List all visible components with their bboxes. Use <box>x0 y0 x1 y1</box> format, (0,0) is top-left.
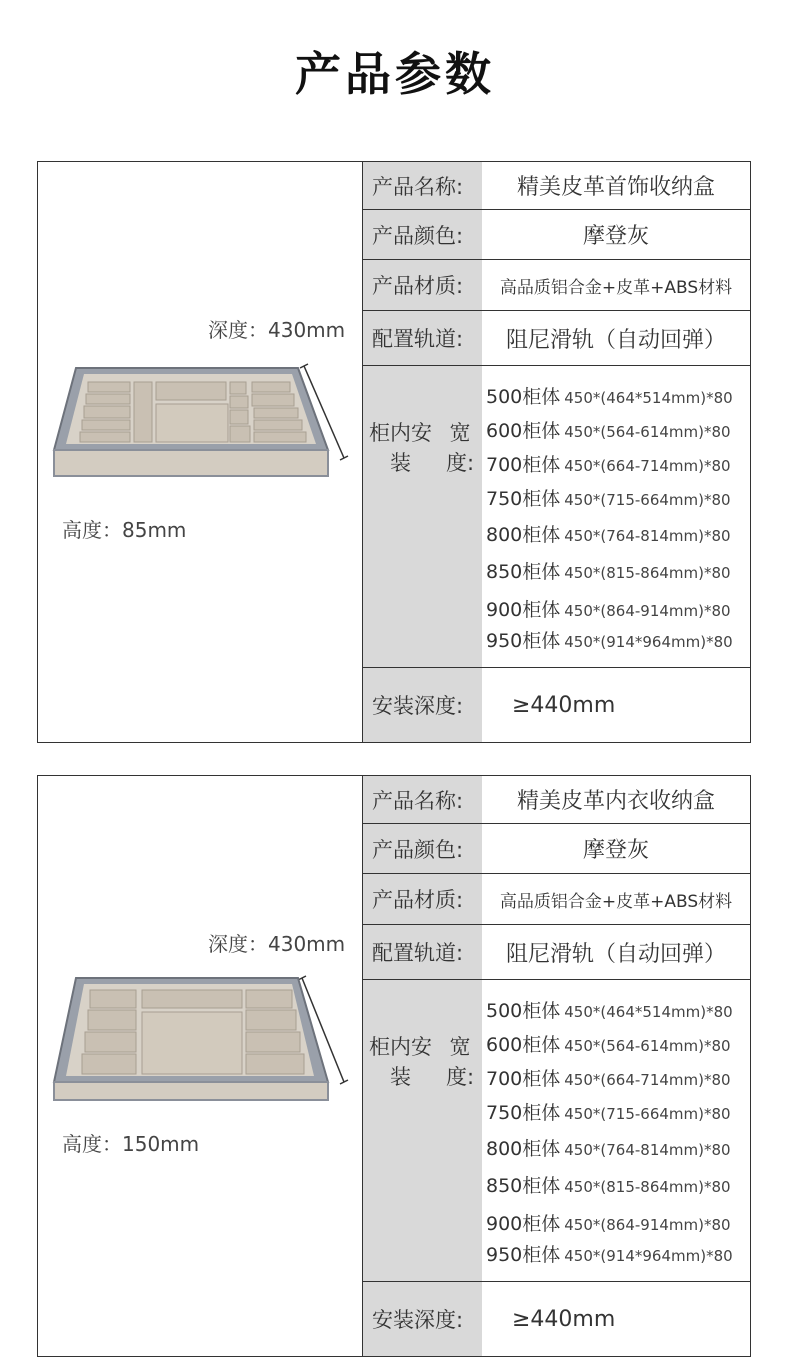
width-item <box>486 382 733 409</box>
row-install-depth <box>363 1282 750 1356</box>
value-install-depth: ≥440mm <box>512 692 616 718</box>
label-install-depth: 安装深度: <box>363 1282 482 1356</box>
spec-table <box>363 776 750 1356</box>
row-product-material <box>363 874 750 925</box>
label-rail: 配置轨道: <box>363 311 482 365</box>
label-install-width <box>363 366 482 667</box>
value-product-name: 精美皮革内衣收纳盒 <box>516 789 715 814</box>
width-item <box>486 1240 733 1267</box>
cabinet-dimension: 450*(564-614mm)*80 <box>564 1037 731 1055</box>
row-product-name <box>363 776 750 824</box>
width-item <box>486 996 733 1023</box>
cabinet-dimension: 450*(815-864mm)*80 <box>564 564 731 582</box>
value-product-color: 摩登灰 <box>582 838 649 863</box>
cabinet-dimension: 450*(715-664mm)*80 <box>564 491 731 509</box>
value-product-material: 高品质铝合金+皮革+ABS材料 <box>499 891 733 912</box>
label-install-width-line1: 柜内安装 <box>369 421 433 475</box>
width-item <box>486 626 733 653</box>
page-title: 产品参数 <box>295 47 495 101</box>
cabinet-dimension: 450*(864-914mm)*80 <box>564 1216 731 1234</box>
cabinet-dimension: 450*(764-814mm)*80 <box>564 527 731 545</box>
cabinet-dimension: 450*(464*514mm)*80 <box>564 389 733 407</box>
cabinet-dimension: 450*(815-864mm)*80 <box>564 1178 731 1196</box>
label-install-width-line1: 柜内安装 <box>369 1035 433 1089</box>
value-install-width-list <box>482 980 750 1281</box>
cabinet-size: 950柜体 <box>486 1244 561 1266</box>
row-product-color <box>363 210 750 260</box>
depth-label: 深度：430mm <box>208 932 346 956</box>
cabinet-dimension: 450*(715-664mm)*80 <box>564 1105 731 1123</box>
width-item <box>486 595 731 622</box>
product-image-panel <box>38 776 363 1356</box>
width-item <box>486 520 731 547</box>
product-spec-block-jewelry <box>37 161 751 743</box>
value-rail: 阻尼滑轨（自动回弹） <box>505 327 726 353</box>
cabinet-size: 700柜体 <box>486 1068 561 1090</box>
label-install-width-line2: 宽度: <box>446 1035 475 1089</box>
width-item <box>486 1171 731 1198</box>
cabinet-dimension: 450*(764-814mm)*80 <box>564 1141 731 1159</box>
cabinet-size: 800柜体 <box>486 1138 561 1160</box>
row-product-name <box>363 162 750 210</box>
cabinet-dimension: 450*(664-714mm)*80 <box>564 1071 731 1089</box>
cabinet-dimension: 450*(564-614mm)*80 <box>564 423 731 441</box>
value-product-material: 高品质铝合金+皮革+ABS材料 <box>499 277 733 298</box>
row-install-width <box>363 980 750 1282</box>
row-rail <box>363 311 750 366</box>
jewelry-tray-image <box>48 358 358 488</box>
product-spec-block-underwear <box>37 775 751 1357</box>
width-item <box>486 450 731 477</box>
row-rail <box>363 925 750 980</box>
label-product-material: 产品材质: <box>363 260 482 310</box>
cabinet-size: 600柜体 <box>486 420 561 442</box>
width-item <box>486 1134 731 1161</box>
cabinet-size: 600柜体 <box>486 1034 561 1056</box>
cabinet-size: 500柜体 <box>486 386 561 408</box>
cabinet-size: 900柜体 <box>486 599 561 621</box>
row-product-color <box>363 824 750 874</box>
width-item <box>486 1209 731 1236</box>
cabinet-size: 900柜体 <box>486 1213 561 1235</box>
cabinet-dimension: 450*(864-914mm)*80 <box>564 602 731 620</box>
label-product-color: 产品颜色: <box>363 824 482 873</box>
label-install-width-line2: 宽度: <box>446 421 475 475</box>
underwear-tray-image <box>48 972 358 1102</box>
height-label: 高度：150mm <box>62 1132 200 1156</box>
cabinet-dimension: 450*(664-714mm)*80 <box>564 457 731 475</box>
value-rail: 阻尼滑轨（自动回弹） <box>505 941 726 967</box>
width-item <box>486 484 731 511</box>
value-install-depth: ≥440mm <box>512 1306 616 1332</box>
label-install-width <box>363 980 482 1281</box>
spec-table <box>363 162 750 742</box>
width-item <box>486 1030 731 1057</box>
value-install-width-list <box>482 366 750 667</box>
value-product-name: 精美皮革首饰收纳盒 <box>516 175 715 200</box>
width-item <box>486 1064 731 1091</box>
label-rail: 配置轨道: <box>363 925 482 979</box>
label-product-color: 产品颜色: <box>363 210 482 259</box>
row-install-depth <box>363 668 750 742</box>
row-product-material <box>363 260 750 311</box>
value-product-color: 摩登灰 <box>582 224 649 249</box>
cabinet-dimension: 450*(464*514mm)*80 <box>564 1003 733 1021</box>
width-item <box>486 557 731 584</box>
product-image-panel <box>38 162 363 742</box>
depth-label: 深度：430mm <box>208 318 346 342</box>
cabinet-size: 750柜体 <box>486 488 561 510</box>
cabinet-size: 700柜体 <box>486 454 561 476</box>
label-install-depth: 安装深度: <box>363 668 482 742</box>
label-product-material: 产品材质: <box>363 874 482 924</box>
cabinet-size: 850柜体 <box>486 561 561 583</box>
row-install-width <box>363 366 750 668</box>
width-item <box>486 1098 731 1125</box>
cabinet-size: 800柜体 <box>486 524 561 546</box>
cabinet-dimension: 450*(914*964mm)*80 <box>564 633 733 651</box>
cabinet-size: 750柜体 <box>486 1102 561 1124</box>
width-item <box>486 416 731 443</box>
height-label: 高度：85mm <box>62 518 187 542</box>
label-product-name: 产品名称: <box>363 776 482 823</box>
cabinet-size: 850柜体 <box>486 1175 561 1197</box>
cabinet-dimension: 450*(914*964mm)*80 <box>564 1247 733 1265</box>
cabinet-size: 950柜体 <box>486 630 561 652</box>
label-product-name: 产品名称: <box>363 162 482 209</box>
cabinet-size: 500柜体 <box>486 1000 561 1022</box>
